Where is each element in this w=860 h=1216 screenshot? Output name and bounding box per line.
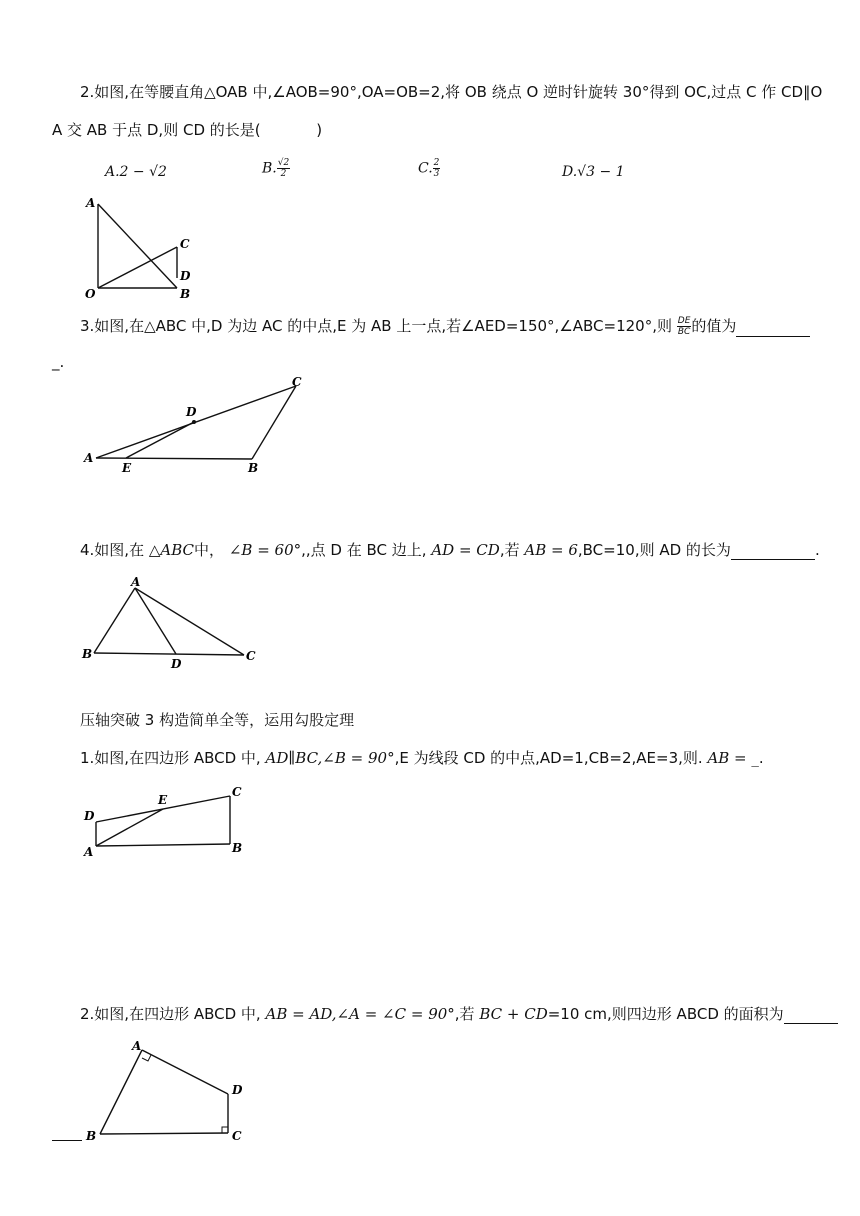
q3-line-1 xyxy=(80,316,810,337)
q3-point-d xyxy=(192,420,196,424)
q2-text-1: 2.如图,在等腰直角△OAB 中,∠AOB=90°,OA=OB=2,将 OB 绕点 O 逆时针旋转 30°得到 OC,过点 C 作 CD∥O xyxy=(80,83,823,101)
s-q2-label-b: B xyxy=(86,1129,97,1143)
q2-option-c-fraction: $\frac{2}{3}$ xyxy=(433,158,440,179)
q3-text-3: _. xyxy=(52,353,65,371)
q4-seg-AD xyxy=(135,588,176,654)
q4-math-ab: AB = 6 xyxy=(524,541,578,559)
q4-label-b: B xyxy=(82,647,93,661)
q4-label-d: D xyxy=(171,657,182,671)
s-q2-answer-blank-2[interactable] xyxy=(52,1126,82,1141)
q2-seg-OC xyxy=(98,247,177,288)
q3-figure xyxy=(80,372,320,482)
s-q1-seg-AE xyxy=(96,809,163,846)
q2-line-1 xyxy=(80,82,822,102)
q3-label-d: D xyxy=(186,405,197,419)
s-q1-label-d: D xyxy=(84,809,95,823)
s-q1-seg-AB xyxy=(96,844,230,846)
q3-label-a: A xyxy=(84,451,94,465)
q4-label-c: C xyxy=(246,649,256,663)
s-q1-label-e: E xyxy=(158,793,168,807)
q3-answer-blank[interactable] xyxy=(736,322,810,337)
s-q2-label-d: D xyxy=(232,1083,243,1097)
q2-option-b-fraction: $\frac{√2}{2}$ xyxy=(277,158,290,179)
s-q2-label-a: A xyxy=(132,1039,142,1053)
q2-paren-close: ) xyxy=(316,121,323,139)
q4-math-angle: ∠B = 60° xyxy=(228,541,302,559)
s-q2-figure xyxy=(80,1034,260,1150)
q3-fraction: $\frac{DE}{BC}$ xyxy=(677,316,691,337)
q2-label-c: C xyxy=(180,237,190,251)
s-q2-line-1: 2.如图,在四边形 ABCD 中, AB = AD,∠A = ∠C = 90°,若 BC + CD=10 cm,则四边形 ABCD 的面积为 xyxy=(80,1004,838,1024)
s-q1-math-1: AD∥BC,∠B = 90° xyxy=(265,749,395,767)
q4-seg-AC xyxy=(135,588,244,655)
q4-seg-BC xyxy=(94,653,244,655)
q4-label-a: A xyxy=(131,575,141,589)
q4-line-1: 4.如图,在 △ABC中， ∠B = 60°,,点 D 在 BC 边上, AD = CD,若 AB = 6,BC=10,则 AD 的长为 . xyxy=(80,541,820,559)
q4-seg-AB xyxy=(94,588,135,653)
q2-option-c[interactable]: C. $\frac{2}{3}$ xyxy=(418,158,440,179)
q4-math-triangle: △ABC xyxy=(148,541,195,559)
s-q2-seg-BC xyxy=(100,1133,228,1134)
s-q1-label-b: B xyxy=(232,841,243,855)
s-q2-seg-AB xyxy=(100,1050,142,1134)
s-q2-answer-blank-1[interactable] xyxy=(784,1009,838,1024)
s-q1-label-c: C xyxy=(232,785,242,799)
q3-label-e: E xyxy=(122,461,132,475)
q2-label-a: A xyxy=(86,196,96,210)
s-q1-figure xyxy=(80,782,260,862)
s-q2-right-angle-a xyxy=(142,1055,151,1061)
q3-line-2 xyxy=(52,352,64,372)
q3-text-2: 的值为 xyxy=(691,317,737,335)
section-heading: 压轴突破 3 构造简单全等，运用勾股定理 xyxy=(80,711,355,729)
q4-math-ad-cd: AD = CD xyxy=(431,541,500,559)
s-q2-label-c: C xyxy=(232,1129,242,1143)
s-q2-right-angle-c xyxy=(222,1127,228,1133)
s-q1-label-a: A xyxy=(84,845,94,859)
q2-label-o: O xyxy=(85,287,96,301)
q2-text-2: A 交 AB 于点 D,则 CD 的长是( xyxy=(52,121,261,139)
q2-label-d: D xyxy=(180,269,191,283)
s-q1-math-2: AB = _ xyxy=(707,749,759,767)
q2-seg-AB xyxy=(98,204,177,288)
q4-answer-blank[interactable] xyxy=(731,545,815,560)
s-q2-seg-AD xyxy=(142,1050,228,1094)
q2-option-b[interactable]: B. $\frac{√2}{2}$ xyxy=(262,158,290,179)
s-q2-math-2: BC + CD xyxy=(479,1005,548,1023)
q3-label-c: C xyxy=(292,375,302,389)
q2-line-2 xyxy=(52,120,322,140)
q3-seg-ED xyxy=(126,422,194,458)
q3-text-1: 3.如图,在△ABC 中,D 为边 AC 的中点,E 为 AB 上一点,若∠AED=150°,∠ABC=120°,则 xyxy=(80,317,672,335)
q4-figure xyxy=(80,572,270,672)
q3-seg-AB xyxy=(96,458,252,459)
q3-label-b: B xyxy=(248,461,259,475)
q2-figure xyxy=(80,192,200,302)
q2-label-b: B xyxy=(180,287,191,301)
q3-seg-BC xyxy=(252,386,296,459)
s-q2-math-1: AB = AD,∠A = ∠C = 90° xyxy=(265,1005,455,1023)
q2-option-d[interactable]: D.√3 − 1 xyxy=(562,164,625,180)
q2-option-a[interactable]: A.2 − √2 xyxy=(105,164,167,180)
s-q1-line-1: 1.如图,在四边形 ABCD 中, AD∥BC,∠B = 90°,E 为线段 CD 的中点,AD=1,CB=2,AE=3,则. AB = _. xyxy=(80,749,764,767)
